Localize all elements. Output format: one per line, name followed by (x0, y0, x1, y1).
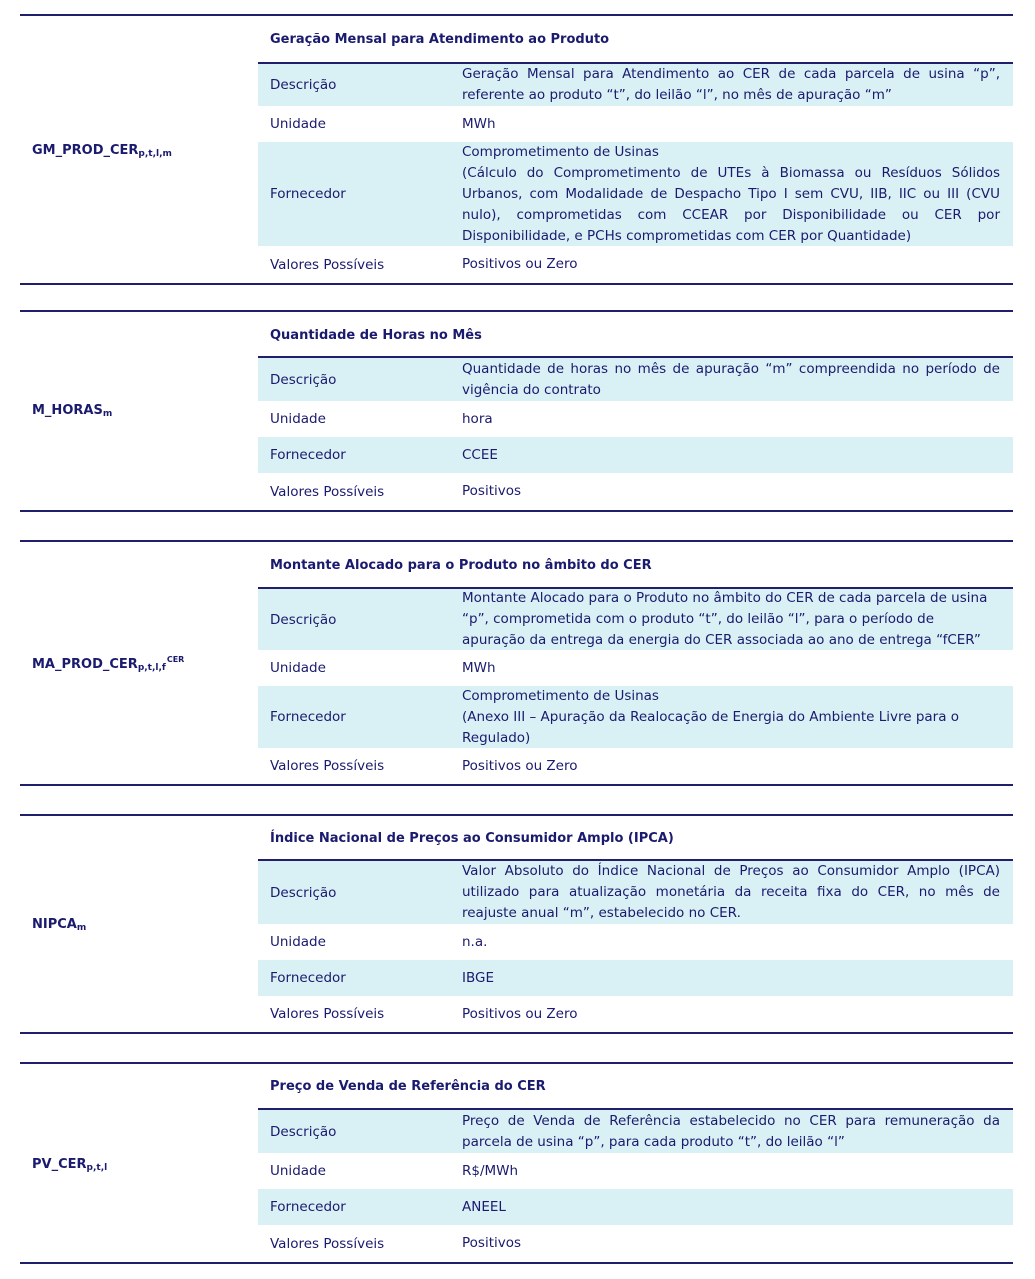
variable-block-pv-cer (20, 1062, 1013, 1264)
valores-value: Positivos (462, 1235, 522, 1251)
variable-name: $PV\_CER_{p,t,l}$ (32, 1157, 108, 1173)
row-unidade (258, 924, 1013, 960)
variable-title: Preço de Venda de Referência do CER (270, 1079, 546, 1094)
row-unidade (258, 401, 1013, 437)
fornecedor-value: Comprometimento de Usinas (Cálculo do Comprometimento de UTEs à Biomassa ou Resíduos Sólidos Urbanos, com Modalidade de Despacho Tipo I sem CVU, IIB, IIC ou III (CVU nulo), comprometidas com CCEAR por Disponibilidade ou CER por Disponibilidade, e PCHs comprometidas com CER por Quantidade) (462, 143, 1000, 244)
row-fornecedor (258, 437, 1013, 473)
variable-title: Índice Nacional de Preços ao Consumidor Amplo (IPCA) (270, 831, 674, 846)
variable-title: Geração Mensal para Atendimento ao Produto (270, 32, 610, 47)
descricao-value: Geração Mensal para Atendimento ao CER de cada parcela de usina “p”, referente ao produto “t”, do leilão “l”, no mês de apuração “m” (462, 66, 1000, 103)
unidade-label: Unidade (270, 116, 326, 132)
variable-block-nipca (20, 814, 1013, 1034)
row-fornecedor (258, 142, 1013, 246)
descricao-value: Valor Absoluto do Índice Nacional de Preços ao Consumidor Amplo (IPCA) utilizado para atualização monetária da receita fixa do CER, no mês de reajuste anual “m”, estabelecido no CER. (462, 863, 1000, 921)
row-fornecedor (258, 960, 1013, 996)
valores-value: Positivos ou Zero (462, 256, 578, 272)
fornecedor-value: CCEE (462, 446, 498, 463)
row-fornecedor (258, 1189, 1013, 1225)
descricao-value: Preço de Venda de Referência estabelecido no CER para remuneração da parcela de usina “p”, para cada produto “t”, do leilão “l” (462, 1112, 1000, 1150)
row-valores (258, 996, 1013, 1032)
fornecedor-label: Fornecedor (270, 1199, 346, 1215)
valores-label: Valores Possíveis (270, 758, 385, 774)
unidade-value: hora (462, 410, 493, 427)
row-unidade (258, 1153, 1013, 1189)
descricao-value: Quantidade de horas no mês de apuração “m” compreendida no período de vigência do contrato (462, 360, 1000, 398)
variable-name: $M\_HORAS_m$ (32, 403, 113, 419)
unidade-label: Unidade (270, 934, 326, 950)
row-valores (258, 748, 1013, 784)
fornecedor-label: Fornecedor (270, 186, 346, 202)
row-descricao (258, 587, 1013, 650)
fornecedor-label: Fornecedor (270, 709, 346, 725)
unidade-value: R$/MWh (462, 1162, 519, 1179)
row-descricao (258, 1108, 1013, 1153)
row-valores (258, 246, 1013, 283)
valores-value: Positivos (462, 483, 522, 499)
descricao-label: Descrição (270, 371, 337, 388)
row-unidade (258, 650, 1013, 686)
variable-name: $MA\_PROD\_CER_{p,t,l,f}^{CER}$ (32, 655, 185, 673)
unidade-value: n.a. (462, 933, 488, 950)
variable-name: $NIPCA_m$ (32, 917, 87, 933)
unidade-label: Unidade (270, 411, 326, 427)
descricao-value: Montante Alocado para o Produto no âmbito do CER de cada parcela de usina “p”, comprometida com o produto “t”, do leilão “l”, para o período de apuração da entrega da energia do CER associada ao ano de entrega “fCER” (462, 590, 988, 648)
valores-label: Valores Possíveis (270, 1235, 385, 1252)
row-unidade (258, 106, 1013, 142)
variable-block-m-horas (20, 310, 1013, 512)
descricao-label: Descrição (270, 77, 337, 93)
valores-value: Positivos ou Zero (462, 757, 578, 774)
unidade-label: Unidade (270, 660, 326, 676)
valores-label: Valores Possíveis (270, 256, 385, 273)
fornecedor-value: IBGE (462, 969, 494, 986)
variable-name: $GM\_PROD\_CER_{p,t,l,m}$ (32, 143, 172, 159)
unidade-label: Unidade (270, 1163, 326, 1179)
fornecedor-value: Comprometimento de Usinas (Anexo III – Apuração da Realocação de Energia do Ambiente Livre para o Regulado) (462, 687, 960, 746)
row-descricao (258, 62, 1013, 106)
descricao-label: Descrição (270, 884, 337, 901)
descricao-label: Descrição (270, 1123, 337, 1140)
variable-title: Quantidade de Horas no Mês (270, 328, 482, 343)
descricao-label: Descrição (270, 611, 337, 628)
row-fornecedor (258, 686, 1013, 748)
variable-block-ma-prod-cer (20, 540, 1013, 786)
row-descricao (258, 356, 1013, 401)
row-valores (258, 473, 1013, 510)
valores-value: Positivos ou Zero (462, 1005, 578, 1022)
unidade-value: MWh (462, 115, 496, 132)
fornecedor-value: ANEEL (462, 1198, 506, 1215)
fornecedor-label: Fornecedor (270, 447, 346, 463)
row-descricao (258, 859, 1013, 924)
fornecedor-label: Fornecedor (270, 970, 346, 986)
unidade-value: MWh (462, 659, 496, 676)
valores-label: Valores Possíveis (270, 1006, 385, 1022)
variable-block-gm-prod-cer (20, 14, 1013, 285)
row-valores (258, 1225, 1013, 1262)
valores-label: Valores Possíveis (270, 483, 385, 500)
variable-title: Montante Alocado para o Produto no âmbito do CER (270, 558, 652, 573)
